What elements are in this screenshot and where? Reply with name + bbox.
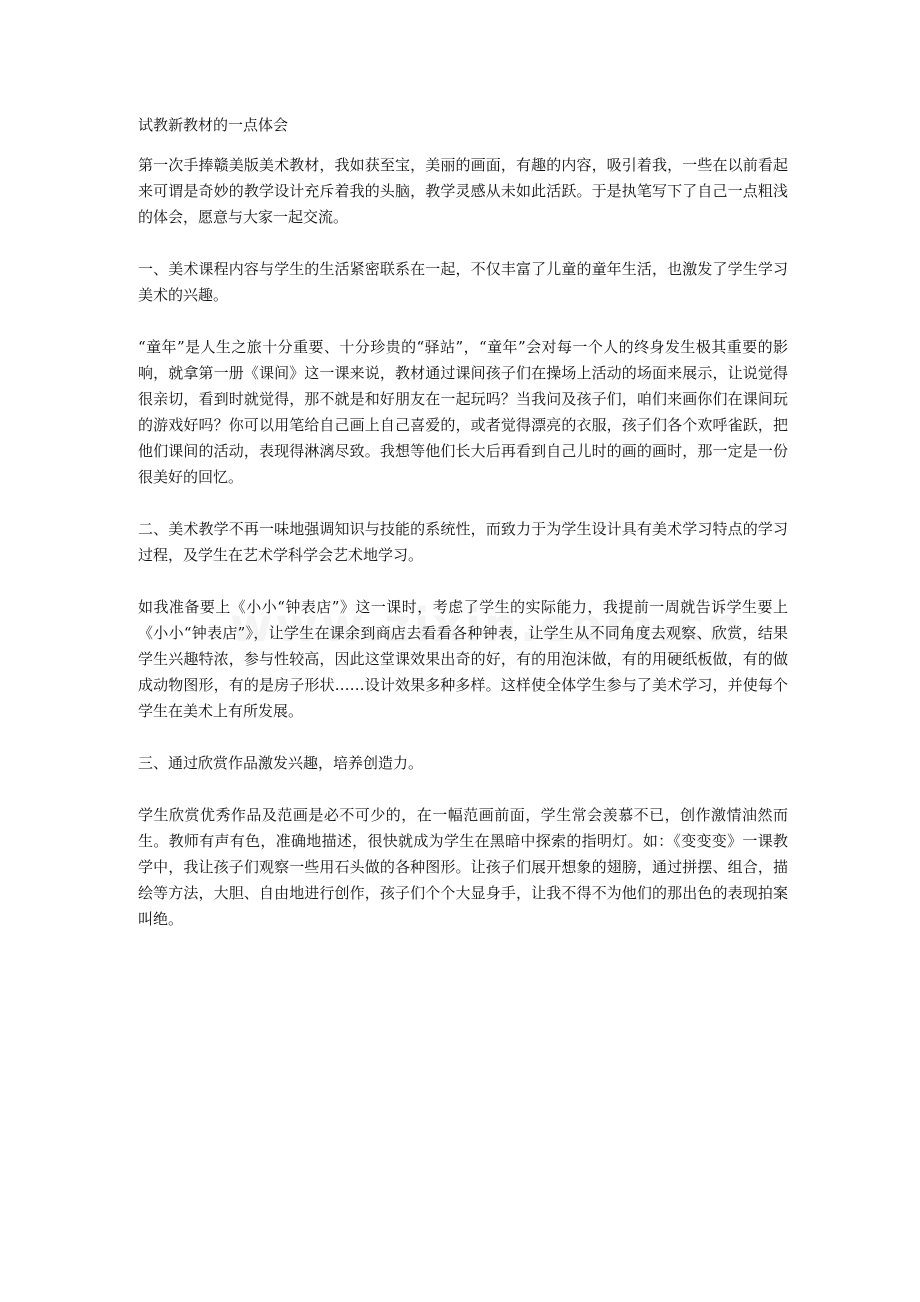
paragraph-section-2-body: 如我准备要上《小小“钟表店”》这一课时，考虑了学生的实际能力，我提前一周就告诉学生要上《小小“钟表店”》，让学生在课余到商店去看看各种钟表，让学生从不同角度去观察、欣赏，结果学生兴趣特浓，参与性较高，因此这堂课效果出奇的好，有的用泡沫做，有的用硬纸板做，有的做成动物图形，有的是房子形状……设计效果多种多样。这样使全体学生参与了美术学习，并使每个学生在美术上有所发展。	[138, 598, 788, 720]
document-title: 试教新教材的一点体会	[138, 116, 289, 134]
document-page	[138, 112, 788, 932]
paragraph-section-1-heading: 一、美术课程内容与学生的生活紧密联系在一起，不仅丰富了儿童的童年生活，也激发了学生学习美术的兴趣。	[138, 260, 788, 304]
paragraph-section-3-heading: 三、通过欣赏作品激发兴趣，培养创造力。	[138, 754, 424, 772]
paragraph-section-2-heading: 二、美术教学不再一味地强调知识与技能的系统性，而致力于为学生设计具有美术学习特点的学习过程，及学生在艺术学科学会艺术地学习。	[138, 520, 788, 564]
paragraph-section-3-body: 学生欣赏优秀作品及范画是必不可少的，在一幅范画前面，学生常会羡慕不已，创作激情油然而生。教师有声有色，准确地描述，很快就成为学生在黑暗中探索的指明灯。如：《变变变》一课教学中，我让孩子们观察一些用石头做的各种图形。让孩子们展开想象的翅膀，通过拼摆、组合，描绘等方法，大胆、自由地进行创作，孩子们个个大显身手，让我不得不为他们的那出色的表现拍案叫绝。	[138, 806, 788, 928]
paragraph-intro: 第一次手捧赣美版美术教材，我如获至宝，美丽的画面，有趣的内容，吸引着我，一些在以前看起来可谓是奇妙的教学设计充斥着我的头脑，教学灵感从未如此活跃。于是执笔写下了自己一点粗浅的体会，愿意与大家一起交流。	[138, 156, 788, 226]
paragraph-section-1-body: “童年”是人生之旅十分重要、十分珍贵的“驿站”，“童年”会对每一个人的终身发生极其重要的影响，就拿第一册《课间》这一课来说，教材通过课间孩子们在操场上活动的场面来展示，让说觉得很亲切，看到时就觉得，那不就是和好朋友在一起玩吗？当我问及孩子们，咱们来画你们在课间玩的游戏好吗？你可以用笔给自己画上自己喜爱的，或者觉得漂亮的衣服，孩子们各个欢呼雀跃，把他们课间的活动，表现得淋漓尽致。我想等他们长大后再看到自己儿时的画的画时，那一定是一份很美好的回忆。	[138, 338, 788, 486]
